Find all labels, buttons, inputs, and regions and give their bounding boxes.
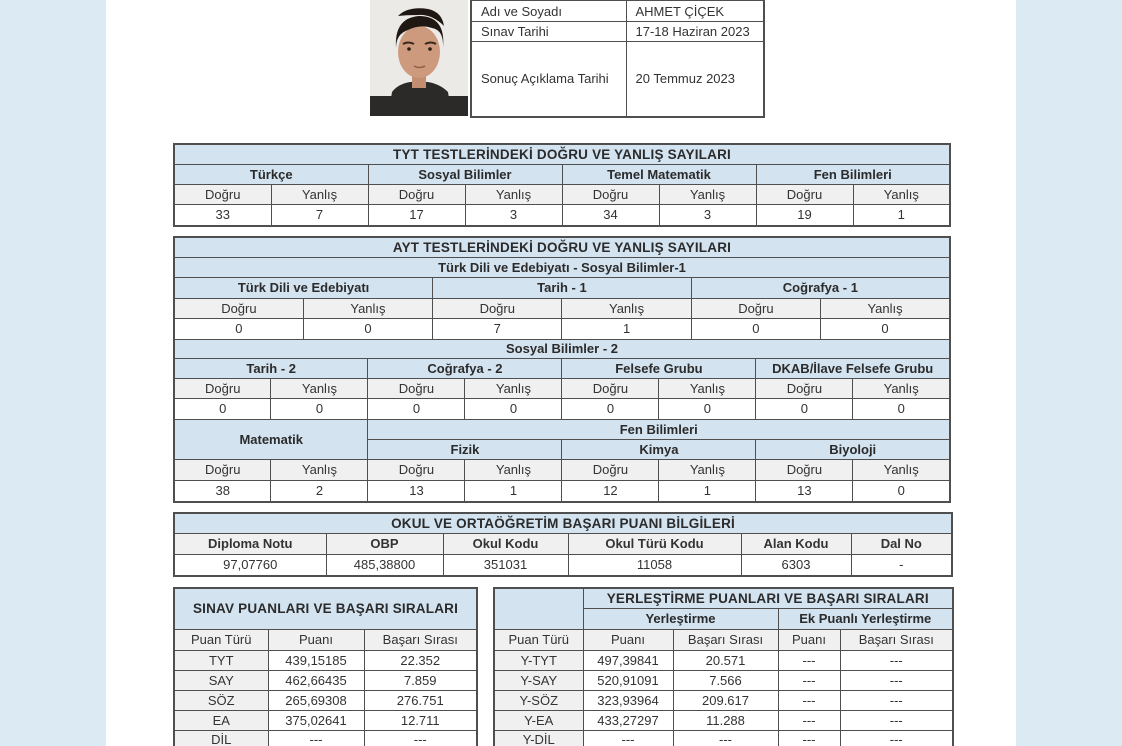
- info-value-name: AHMET ÇİÇEK: [626, 1, 764, 22]
- tyt-value: 3: [465, 204, 562, 226]
- tyt-table: [173, 143, 951, 227]
- sira-cell: 276.751: [364, 690, 477, 710]
- tyt-subject: Sosyal Bilimler: [368, 164, 562, 184]
- sinav-title: SINAV PUANLARI VE BAŞARI SIRALARI: [174, 588, 477, 629]
- ayt-value: 1: [465, 480, 562, 502]
- dogru-header: Doğru: [562, 378, 659, 398]
- yanlis-header: Yanlış: [562, 298, 691, 318]
- yanlis-header: Yanlış: [465, 378, 562, 398]
- sinav-col-header: Puan Türü: [174, 629, 268, 650]
- dogru-header: Doğru: [174, 184, 271, 204]
- ayt-subject: Coğrafya - 1: [691, 277, 950, 298]
- okul-title: OKUL VE ORTAÖĞRETİM BAŞARI PUANI BİLGİLERİ: [174, 513, 952, 533]
- sira-cell: ---: [364, 730, 477, 746]
- ek-sira-cell: ---: [840, 730, 953, 746]
- dogru-header: Doğru: [562, 184, 659, 204]
- okul-header: Okul Kodu: [443, 533, 568, 554]
- info-label-result-date: Sonuç Açıklama Tarihi: [471, 42, 626, 117]
- ayt-value: 0: [368, 398, 465, 419]
- info-value-exam-date: 17-18 Haziran 2023: [626, 22, 764, 42]
- table-row: [494, 650, 953, 670]
- puan-turu-cell: Y-EA: [494, 710, 583, 730]
- ayt-value: 0: [562, 398, 659, 419]
- puan-turu-cell: Y-SÖZ: [494, 690, 583, 710]
- dogru-header: Doğru: [691, 298, 820, 318]
- sira-cell: 22.352: [364, 650, 477, 670]
- yanlis-header: Yanlış: [853, 184, 950, 204]
- okul-value: 11058: [568, 554, 741, 576]
- yerlestirme-col-header: Puan Türü: [494, 629, 583, 650]
- ayt-fen-header: Fen Bilimleri: [368, 419, 950, 439]
- puan-cell: 439,15185: [268, 650, 364, 670]
- ek-sira-cell: ---: [840, 670, 953, 690]
- ayt-subject: Tarih - 2: [174, 358, 368, 378]
- ayt-value: 0: [659, 398, 756, 419]
- dogru-header: Doğru: [368, 184, 465, 204]
- okul-value: 351031: [443, 554, 568, 576]
- ek-puan-cell: ---: [778, 670, 840, 690]
- ayt-value: 2: [271, 480, 368, 502]
- yanlis-header: Yanlış: [271, 184, 368, 204]
- puan-cell: 462,66435: [268, 670, 364, 690]
- ayt-value: 38: [174, 480, 271, 502]
- yanlis-header: Yanlış: [853, 378, 950, 398]
- table-row: [494, 730, 953, 746]
- puan-cell: ---: [268, 730, 364, 746]
- table-row: [494, 670, 953, 690]
- tyt-value: 33: [174, 204, 271, 226]
- okul-value: 6303: [741, 554, 851, 576]
- tyt-value: 17: [368, 204, 465, 226]
- puan-turu-cell: TYT: [174, 650, 268, 670]
- table-row: [174, 670, 477, 690]
- ayt-section2-title: Sosyal Bilimler - 2: [174, 339, 950, 358]
- sira-cell: 7.566: [673, 670, 778, 690]
- ayt-value: 0: [174, 398, 271, 419]
- yanlis-header: Yanlış: [659, 459, 756, 480]
- sira-cell: 20.571: [673, 650, 778, 670]
- ek-sira-cell: ---: [840, 690, 953, 710]
- puan-cell: 433,27297: [583, 710, 673, 730]
- info-value-result-date: 20 Temmuz 2023: [626, 42, 764, 117]
- dogru-header: Doğru: [562, 459, 659, 480]
- yanlis-header: Yanlış: [271, 378, 368, 398]
- ayt-title: AYT TESTLERİNDEKİ DOĞRU VE YANLIŞ SAYILARI: [174, 237, 950, 257]
- okul-table: [173, 512, 953, 577]
- ek-puan-cell: ---: [778, 650, 840, 670]
- okul-header: Okul Türü Kodu: [568, 533, 741, 554]
- puan-turu-cell: SÖZ: [174, 690, 268, 710]
- yerlestirme-col-header: Başarı Sırası: [673, 629, 778, 650]
- yerlestirme-title: YERLEŞTİRME PUANLARI VE BAŞARI SIRALARI: [583, 588, 953, 608]
- puan-turu-cell: EA: [174, 710, 268, 730]
- yerlestirme-col-header: Puanı: [778, 629, 840, 650]
- yanlis-header: Yanlış: [465, 184, 562, 204]
- ayt-value: 12: [562, 480, 659, 502]
- tyt-value: 3: [659, 204, 756, 226]
- ayt-section1-title: Türk Dili ve Edebiyatı - Sosyal Bilimler-1: [174, 257, 950, 277]
- ayt-value: 0: [821, 318, 950, 339]
- ayt-value: 0: [853, 398, 950, 419]
- ayt-subject: Tarih - 1: [433, 277, 692, 298]
- ayt-table: [173, 236, 951, 503]
- ayt-subject: Kimya: [562, 439, 756, 459]
- yerlestirme-puanlari-table: [493, 587, 954, 746]
- table-row: [174, 650, 477, 670]
- tyt-subject: Fen Bilimleri: [756, 164, 950, 184]
- ayt-value: 0: [756, 398, 853, 419]
- info-label-exam-date: Sınav Tarihi: [471, 22, 626, 42]
- dogru-header: Doğru: [756, 459, 853, 480]
- puan-cell: 520,91091: [583, 670, 673, 690]
- puan-cell: 497,39841: [583, 650, 673, 670]
- sinav-col-header: Puanı: [268, 629, 364, 650]
- ek-puan-cell: ---: [778, 730, 840, 746]
- ek-sira-cell: ---: [840, 650, 953, 670]
- tyt-subject: Temel Matematik: [562, 164, 756, 184]
- okul-header: Dal No: [851, 533, 952, 554]
- ayt-value: 0: [174, 318, 303, 339]
- sira-cell: 12.711: [364, 710, 477, 730]
- ayt-value: 0: [465, 398, 562, 419]
- sinav-puanlari-table: [173, 587, 478, 746]
- puan-turu-cell: Y-TYT: [494, 650, 583, 670]
- tyt-subject: Türkçe: [174, 164, 368, 184]
- okul-header: Diploma Notu: [174, 533, 326, 554]
- puan-turu-cell: DİL: [174, 730, 268, 746]
- ayt-value: 0: [271, 398, 368, 419]
- puan-cell: 375,02641: [268, 710, 364, 730]
- ayt-subject: DKAB/İlave Felsefe Grubu: [756, 358, 950, 378]
- okul-header: OBP: [326, 533, 443, 554]
- sira-cell: 11.288: [673, 710, 778, 730]
- ayt-value: 1: [562, 318, 691, 339]
- ayt-value: 1: [659, 480, 756, 502]
- dogru-header: Doğru: [368, 459, 465, 480]
- puan-cell: ---: [583, 730, 673, 746]
- okul-value: -: [851, 554, 952, 576]
- yanlis-header: Yanlış: [853, 459, 950, 480]
- table-row: [174, 690, 477, 710]
- dogru-header: Doğru: [174, 459, 271, 480]
- yerlestirme-corner-cell: [494, 588, 583, 629]
- ayt-value: 0: [691, 318, 820, 339]
- ayt-value: 7: [433, 318, 562, 339]
- sira-cell: 209.617: [673, 690, 778, 710]
- ayt-value: 0: [853, 480, 950, 502]
- ayt-subject: Coğrafya - 2: [368, 358, 562, 378]
- puan-turu-cell: Y-DİL: [494, 730, 583, 746]
- table-row: [494, 710, 953, 730]
- student-info-table: [470, 0, 765, 118]
- yanlis-header: Yanlış: [465, 459, 562, 480]
- tyt-value: 1: [853, 204, 950, 226]
- tyt-value: 19: [756, 204, 853, 226]
- puan-turu-cell: SAY: [174, 670, 268, 690]
- ek-puan-cell: ---: [778, 710, 840, 730]
- ayt-subject: Felsefe Grubu: [562, 358, 756, 378]
- ayt-value: 13: [756, 480, 853, 502]
- tyt-value: 7: [271, 204, 368, 226]
- yerlestirme-col-header: Puanı: [583, 629, 673, 650]
- dogru-header: Doğru: [368, 378, 465, 398]
- yanlis-header: Yanlış: [821, 298, 950, 318]
- info-label-name: Adı ve Soyadı: [471, 1, 626, 22]
- ek-puanli-group-header: Ek Puanlı Yerleştirme: [778, 608, 953, 629]
- yerlestirme-group-header: Yerleştirme: [583, 608, 778, 629]
- sira-cell: 7.859: [364, 670, 477, 690]
- yanlis-header: Yanlış: [303, 298, 432, 318]
- yanlis-header: Yanlış: [271, 459, 368, 480]
- ayt-value: 13: [368, 480, 465, 502]
- yanlis-header: Yanlış: [659, 184, 756, 204]
- dogru-header: Doğru: [174, 378, 271, 398]
- sinav-col-header: Başarı Sırası: [364, 629, 477, 650]
- yerlestirme-col-header: Başarı Sırası: [840, 629, 953, 650]
- tyt-title: TYT TESTLERİNDEKİ DOĞRU VE YANLIŞ SAYILARI: [174, 144, 950, 164]
- dogru-header: Doğru: [756, 378, 853, 398]
- dogru-header: Doğru: [433, 298, 562, 318]
- ayt-subject: Biyoloji: [756, 439, 950, 459]
- student-photo: [370, 0, 468, 116]
- okul-header: Alan Kodu: [741, 533, 851, 554]
- okul-value: 97,07760: [174, 554, 326, 576]
- ayt-value: 0: [303, 318, 432, 339]
- puan-cell: 323,93964: [583, 690, 673, 710]
- sira-cell: ---: [673, 730, 778, 746]
- table-row: [174, 730, 477, 746]
- puan-turu-cell: Y-SAY: [494, 670, 583, 690]
- tyt-value: 34: [562, 204, 659, 226]
- ek-puan-cell: ---: [778, 690, 840, 710]
- dogru-header: Doğru: [756, 184, 853, 204]
- ayt-subject: Türk Dili ve Edebiyatı: [174, 277, 433, 298]
- table-row: [494, 690, 953, 710]
- yanlis-header: Yanlış: [659, 378, 756, 398]
- puan-cell: 265,69308: [268, 690, 364, 710]
- ek-sira-cell: ---: [840, 710, 953, 730]
- table-row: [174, 710, 477, 730]
- ayt-subject: Fizik: [368, 439, 562, 459]
- ayt-matematik-header: Matematik: [174, 419, 368, 459]
- dogru-header: Doğru: [174, 298, 303, 318]
- okul-value: 485,38800: [326, 554, 443, 576]
